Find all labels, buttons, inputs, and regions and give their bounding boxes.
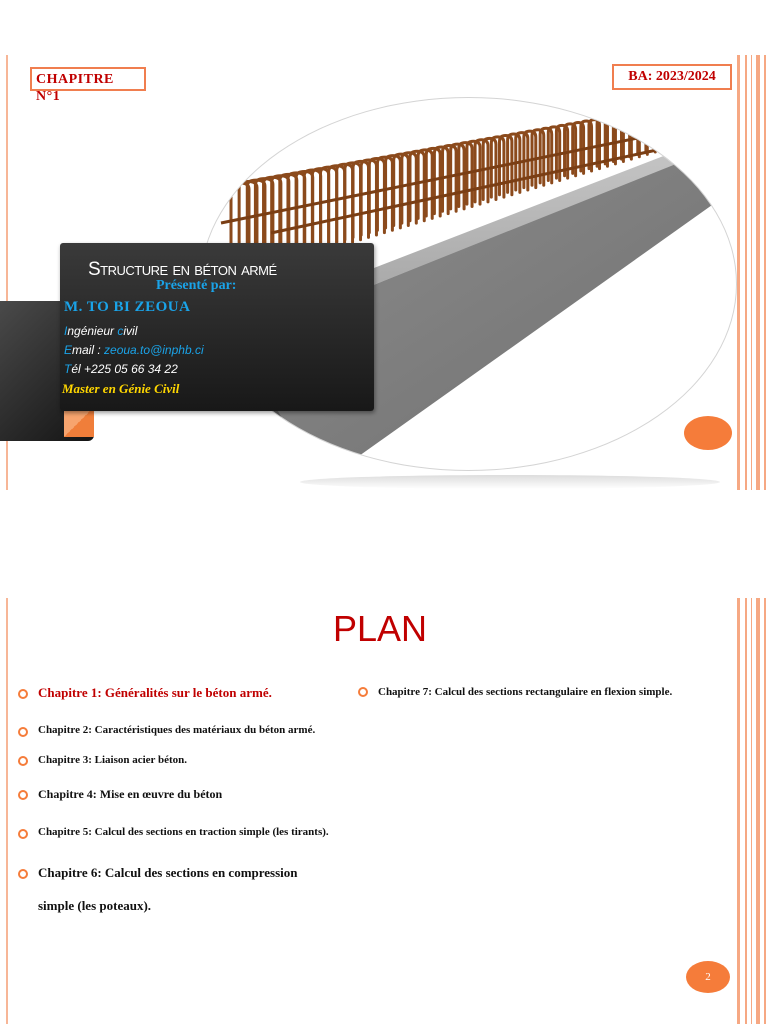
right-stripe [756,598,760,1024]
plan-title: PLAN [332,608,428,649]
page-number-badge: 2 [686,961,730,993]
right-stripe [751,598,752,1024]
bullet-icon [18,689,28,699]
plan-item-chapter-2: Chapitre 2: Caractéristiques des matériaux du béton armé. [18,716,333,745]
right-stripe [737,598,740,1024]
right-stripe [751,55,752,490]
plan-item-chapter-5: Chapitre 5: Calcul des sections en traction simple (les tirants). [18,818,333,847]
plan-slide [0,598,768,1024]
bullet-icon [18,756,28,766]
plan-item-chapter-3: Chapitre 3: Liaison acier béton. [18,751,333,769]
plan-item-chapter-7: Chapitre 7: Calcul des sections rectangulaire en flexion simple. [358,684,728,700]
bullet-icon [18,869,28,879]
presenter-name: M. TO BI ZEOUA [64,299,191,315]
presented-by-label: Présenté par: [156,278,237,293]
left-accent-line [6,598,8,1024]
right-stripe [764,55,766,490]
title-slide [0,55,768,490]
presenter-email: Email : zeoua.to@inphb.ci [64,343,204,357]
plan-right-column [358,684,728,700]
presenter-phone: Tél +225 05 66 34 22 [64,362,178,376]
presenter-role: Ingénieur civil [64,324,138,338]
plan-item-chapter-4: Chapitre 4: Mise en œuvre du béton [18,785,333,803]
right-stripe [764,598,766,1024]
right-stripe [737,55,740,490]
chapter-label: CHAPITRE N°1 [30,67,146,91]
presenter-degree: Master en Génie Civil [62,381,180,396]
page-number-badge [684,416,732,450]
plan-item-chapter-6: Chapitre 6: Calcul des sections en compression simple (les poteaux). [18,856,333,922]
bullet-icon [18,727,28,737]
right-stripe [745,55,747,490]
bullet-icon [18,829,28,839]
bullet-icon [358,687,368,697]
presenter-panel [60,243,374,411]
email-link[interactable]: zeoua.to@inphb.ci [104,343,204,357]
presentation-title: Structure en béton armé [88,259,277,280]
right-stripe [745,598,747,1024]
folded-corner [64,407,94,437]
right-stripe [756,55,760,490]
bullet-icon [18,790,28,800]
plan-item-chapter-1: Chapitre 1: Généralités sur le béton armé. [18,684,333,702]
academic-year-label: BA: 2023/2024 [612,64,732,90]
beam-shadow [300,475,720,489]
plan-left-column [18,684,333,922]
